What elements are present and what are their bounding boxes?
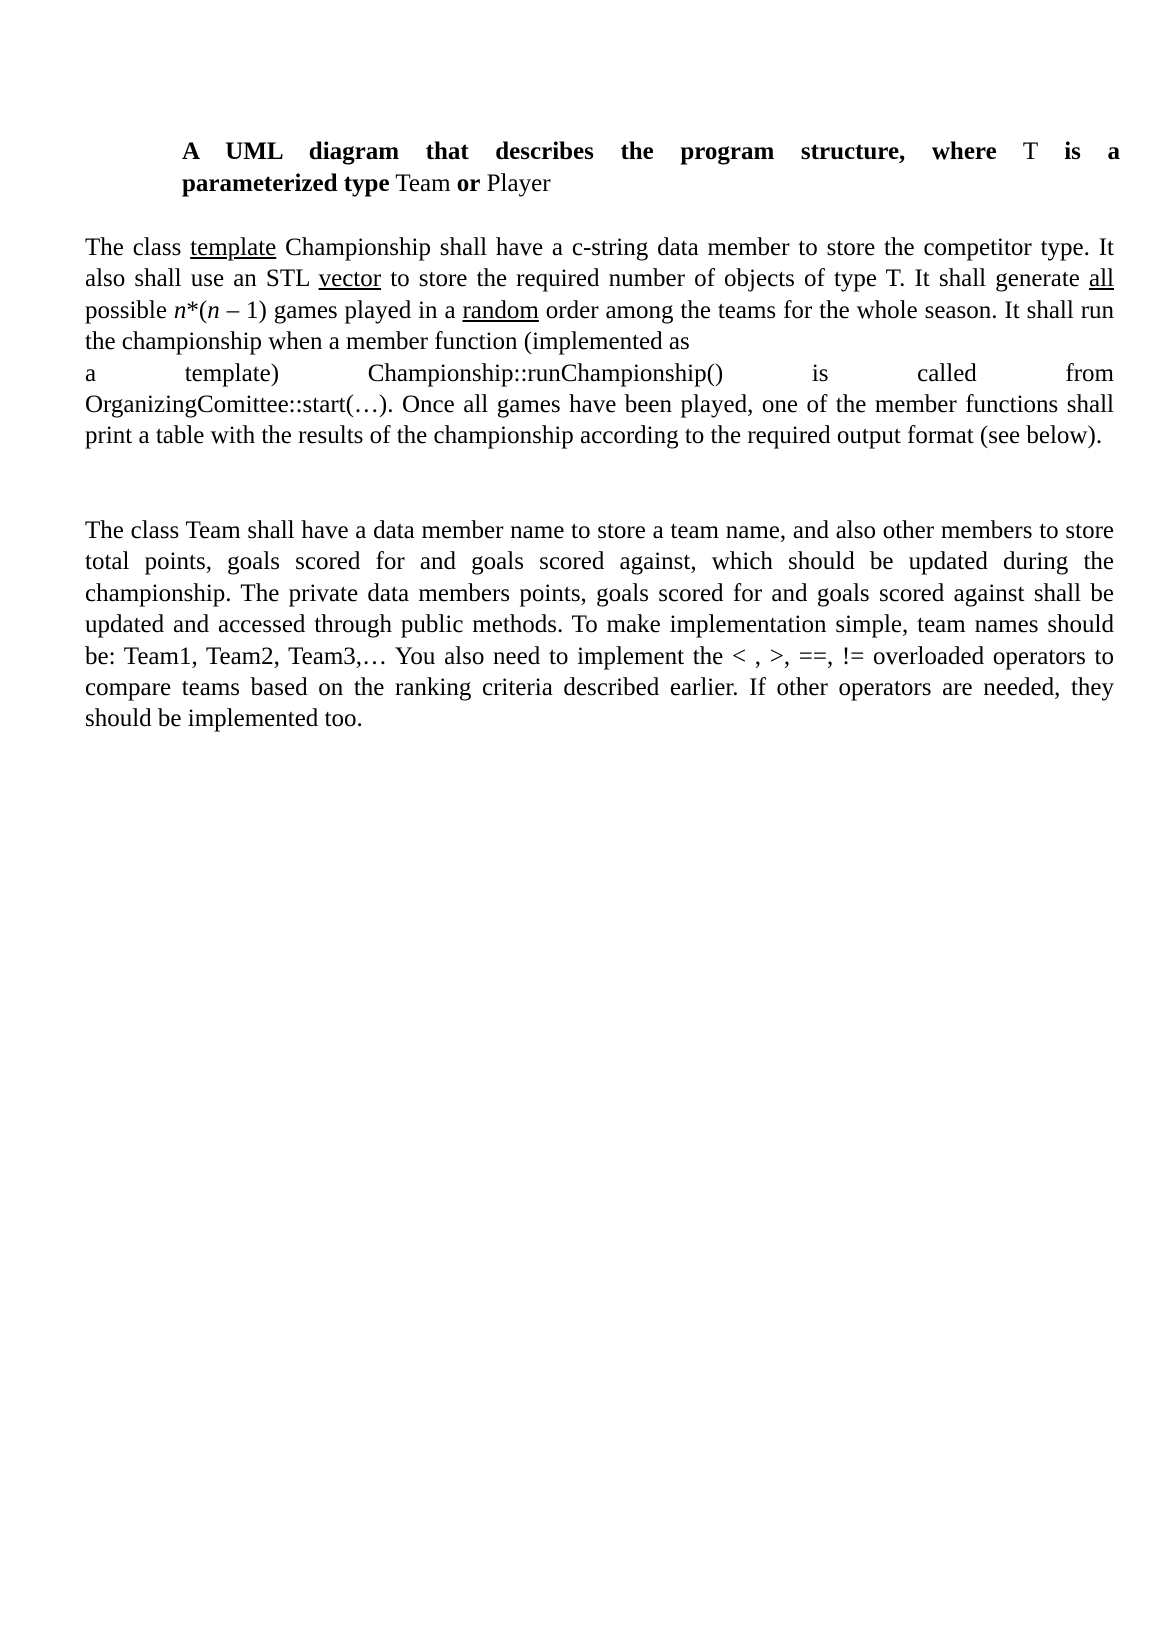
p1-text-6: – 1) games played in a <box>226 296 456 324</box>
p1-text-7: order among the teams for the whole season. It shall run the championship when a member function (implemented as <box>85 296 1115 356</box>
p1-text-5: *( <box>186 296 208 324</box>
p1-text-2: Championship shall have a c-string data member to store the competitor type. It also shall use an STL <box>85 234 1115 293</box>
p1-text-1: The class <box>85 234 182 261</box>
p1-text-9: OrganizingComittee::start(…). Once all games have been played, one of the member functions shall print a table with the results of the championship according to the required output format (see below). <box>85 391 1114 450</box>
p1-text-4: possible <box>85 296 167 324</box>
caption-team: Team <box>395 170 451 197</box>
paragraph-team: The class Team shall have a data member name to store a team name, and also other members to store total points, goals scored for and goals scored against, which should be updated during the championship. The private data members points, goals scored for and goals scored against shall be updated and accessed through public methods. To make implementation simple, team names should be: Team1, Team2, Team3,… You also need to implement the < , >, ==, != overloaded operators to compare teams based on the ranking criteria described earlier. If other operators are needed, they should be implemented too. <box>85 517 1114 733</box>
figure-caption <box>182 136 1120 200</box>
p1-line-5: a template) Championship::runChampionship() is called from <box>85 359 1114 387</box>
caption-player: Player <box>486 170 551 197</box>
p1-random: random <box>462 296 539 324</box>
caption-text-1: A UML diagram that describes the program structure, where <box>182 138 997 165</box>
p1-n-1: n <box>173 296 187 324</box>
caption-line-2 <box>182 168 1120 200</box>
caption-line-1 <box>182 136 1120 168</box>
p1-text-3: to store the required number of objects of type T. It shall generate <box>390 265 1080 293</box>
p1-template: template <box>190 234 277 261</box>
p1-n-2: n <box>207 296 220 324</box>
caption-text-2: is a <box>1064 138 1120 165</box>
caption-or: or <box>456 170 481 197</box>
p1-all: all <box>1089 265 1115 293</box>
paragraph-championship <box>85 232 1114 452</box>
caption-text-3: parameterized type <box>182 170 390 197</box>
p1-vector: vector <box>318 265 382 293</box>
caption-type-param: T <box>1022 138 1038 165</box>
